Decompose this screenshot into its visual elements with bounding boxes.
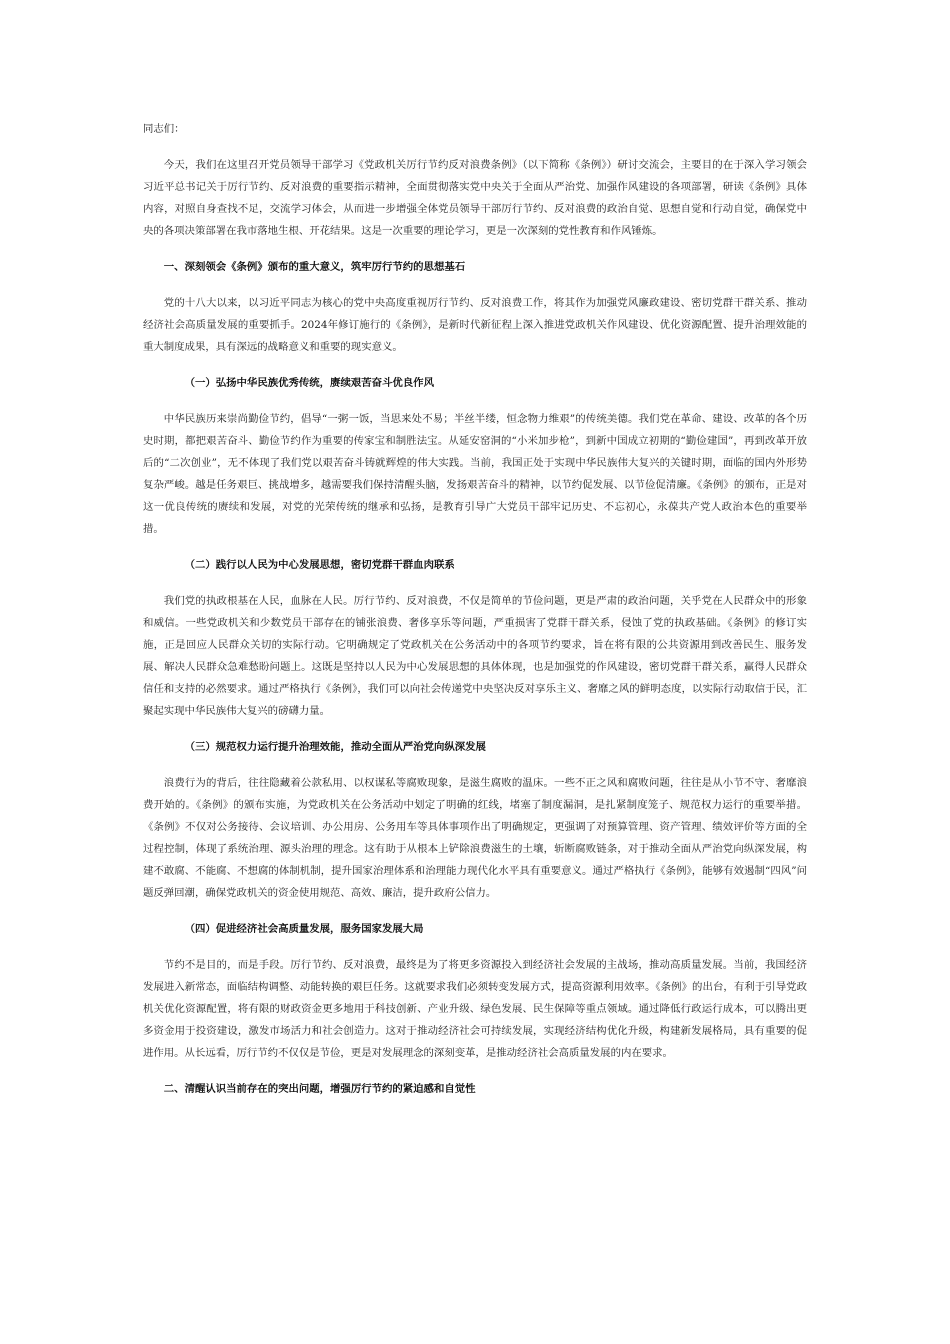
salutation: 同志们： (143, 123, 185, 135)
document-page (143, 118, 807, 1114)
section-2-heading: 二、清醒认识当前存在的突出问题，增强厉行节约的紧迫感和自觉性 (163, 1083, 476, 1095)
subsection-3-paragraph: 浪费行为的背后，往往隐藏着公款私用、以权谋私等腐败现象，是滋生腐败的温床。一些不正之风和腐败问题，往往是从小节不守、奢靡浪费开始的。《条例》的颁布实施，为党政机关在公务活动中划定了明确的红线，堵塞了制度漏洞，是扎紧制度笼子、规范权力运行的重要举措。《条例》不仅对公务接待、会议培训、办公用房、公务用车等具体事项作出了明确规定，更强调了对预算管理、资产管理、绩效评价等方面的全过程控制，体现了系统治理、源头治理的理念。这有助于从根本上铲除浪费滋生的土壤，斩断腐败链条，对于推动全面从严治党向纵深发展，构建不敢腐、不能腐、不想腐的体制机制，提升国家治理体系和治理能力现代化水平具有重要意义。通过严格执行《条例》，能够有效遏制“四风”问题反弹回潮，确保党政机关的资金使用规范、高效、廉洁，提升政府公信力。 (143, 777, 807, 899)
section-1-intro-paragraph: 党的十八大以来，以习近平同志为核心的党中央高度重视厉行节约、反对浪费工作，将其作为加强党风廉政建设、密切党群干群关系、推动经济社会高质量发展的重要抓手。2024年修订施行的《条例》，是新时代新征程上深入推进党政机关作风建设、优化资源配置、提升治理效能的重大制度成果，具有深远的战略意义和重要的现实意义。 (143, 297, 807, 353)
subsection-2-heading: （二）践行以人民为中心发展思想，密切党群干群血肉联系 (184, 559, 455, 571)
subsection-4-paragraph: 节约不是目的，而是手段。厉行节约、反对浪费，最终是为了将更多资源投入到经济社会发展的主战场，推动高质量发展。当前，我国经济发展进入新常态，面临结构调整、动能转换的艰巨任务。这就要求我们必须转变发展方式，提高资源利用效率。《条例》的出台，有利于引导党政机关优化资源配置，将有限的财政资金更多地用于科技创新、产业升级、绿色发展、民生保障等重点领域。通过降低行政运行成本，可以腾出更多资金用于投资建设，激发市场活力和社会创造力。这对于推动经济社会可持续发展，实现经济结构优化升级，构建新发展格局，具有重要的促进作用。从长远看，厉行节约不仅仅是节俭，更是对发展理念的深刻变革，是推动经济社会高质量发展的内在要求。 (143, 959, 807, 1059)
subsection-4-heading: （四）促进经济社会高质量发展，服务国家发展大局 (184, 923, 424, 935)
section-1-heading: 一、深刻领会《条例》颁布的重大意义，筑牢厉行节约的思想基石 (163, 261, 466, 273)
subsection-1-heading: （一）弘扬中华民族优秀传统，赓续艰苦奋斗优良作风 (184, 377, 434, 389)
subsection-1-paragraph: 中华民族历来崇尚勤俭节约，倡导“一粥一饭，当思来处不易；半丝半缕，恒念物力维艰”的传统美德。我们党在革命、建设、改革的各个历史时期，都把艰苦奋斗、勤俭节约作为重要的传家宝和制胜法宝。从延安窑洞的“小米加步枪”，到新中国成立初期的“勤俭建国”，再到改革开放后的“二次创业”，无不体现了我们党以艰苦奋斗铸就辉煌的伟大实践。当前，我国正处于实现中华民族伟大复兴的关键时期，面临的国内外形势复杂严峻。越是任务艰巨、挑战增多，越需要我们保持清醒头脑，发扬艰苦奋斗的精神，以节约促发展、以节俭促清廉。《条例》的颁布，正是对这一优良传统的赓续和发展，对党的光荣传统的继承和弘扬，是教育引导广大党员干部牢记历史、不忘初心，永葆共产党人政治本色的重要举措。 (143, 413, 807, 535)
subsection-2-paragraph: 我们党的执政根基在人民，血脉在人民。厉行节约、反对浪费，不仅是简单的节俭问题，更是严肃的政治问题，关乎党在人民群众中的形象和威信。一些党政机关和少数党员干部存在的铺张浪费、奢侈享乐等问题，严重损害了党群干群关系，侵蚀了党的执政基础。《条例》的修订实施，正是回应人民群众关切的实际行动。它明确规定了党政机关在公务活动中的各项节约要求，旨在将有限的公共资源用到改善民生、服务发展、解决人民群众急难愁盼问题上。这既是坚持以人民为中心发展思想的具体体现，也是加强党的作风建设，密切党群干群关系，赢得人民群众信任和支持的必然要求。通过严格执行《条例》，我们可以向社会传递党中央坚决反对享乐主义、奢靡之风的鲜明态度，以实际行动取信于民，汇聚起实现中华民族伟大复兴的磅礴力量。 (143, 595, 807, 717)
intro-paragraph: 今天，我们在这里召开党员领导干部学习《党政机关厉行节约反对浪费条例》（以下简称《条例》）研讨交流会，主要目的在于深入学习领会习近平总书记关于厉行节约、反对浪费的重要指示精神，全面贯彻落实党中央关于全面从严治党、加强作风建设的各项部署，研读《条例》具体内容，对照自身查找不足，交流学习体会，从而进一步增强全体党员领导干部厉行节约、反对浪费的政治自觉、思想自觉和行动自觉，确保党中央的各项决策部署在我市落地生根、开花结果。这是一次重要的理论学习，更是一次深刻的党性教育和作风锤炼。 (143, 159, 807, 237)
subsection-3-heading: （三）规范权力运行提升治理效能，推动全面从严治党向纵深发展 (184, 741, 486, 753)
